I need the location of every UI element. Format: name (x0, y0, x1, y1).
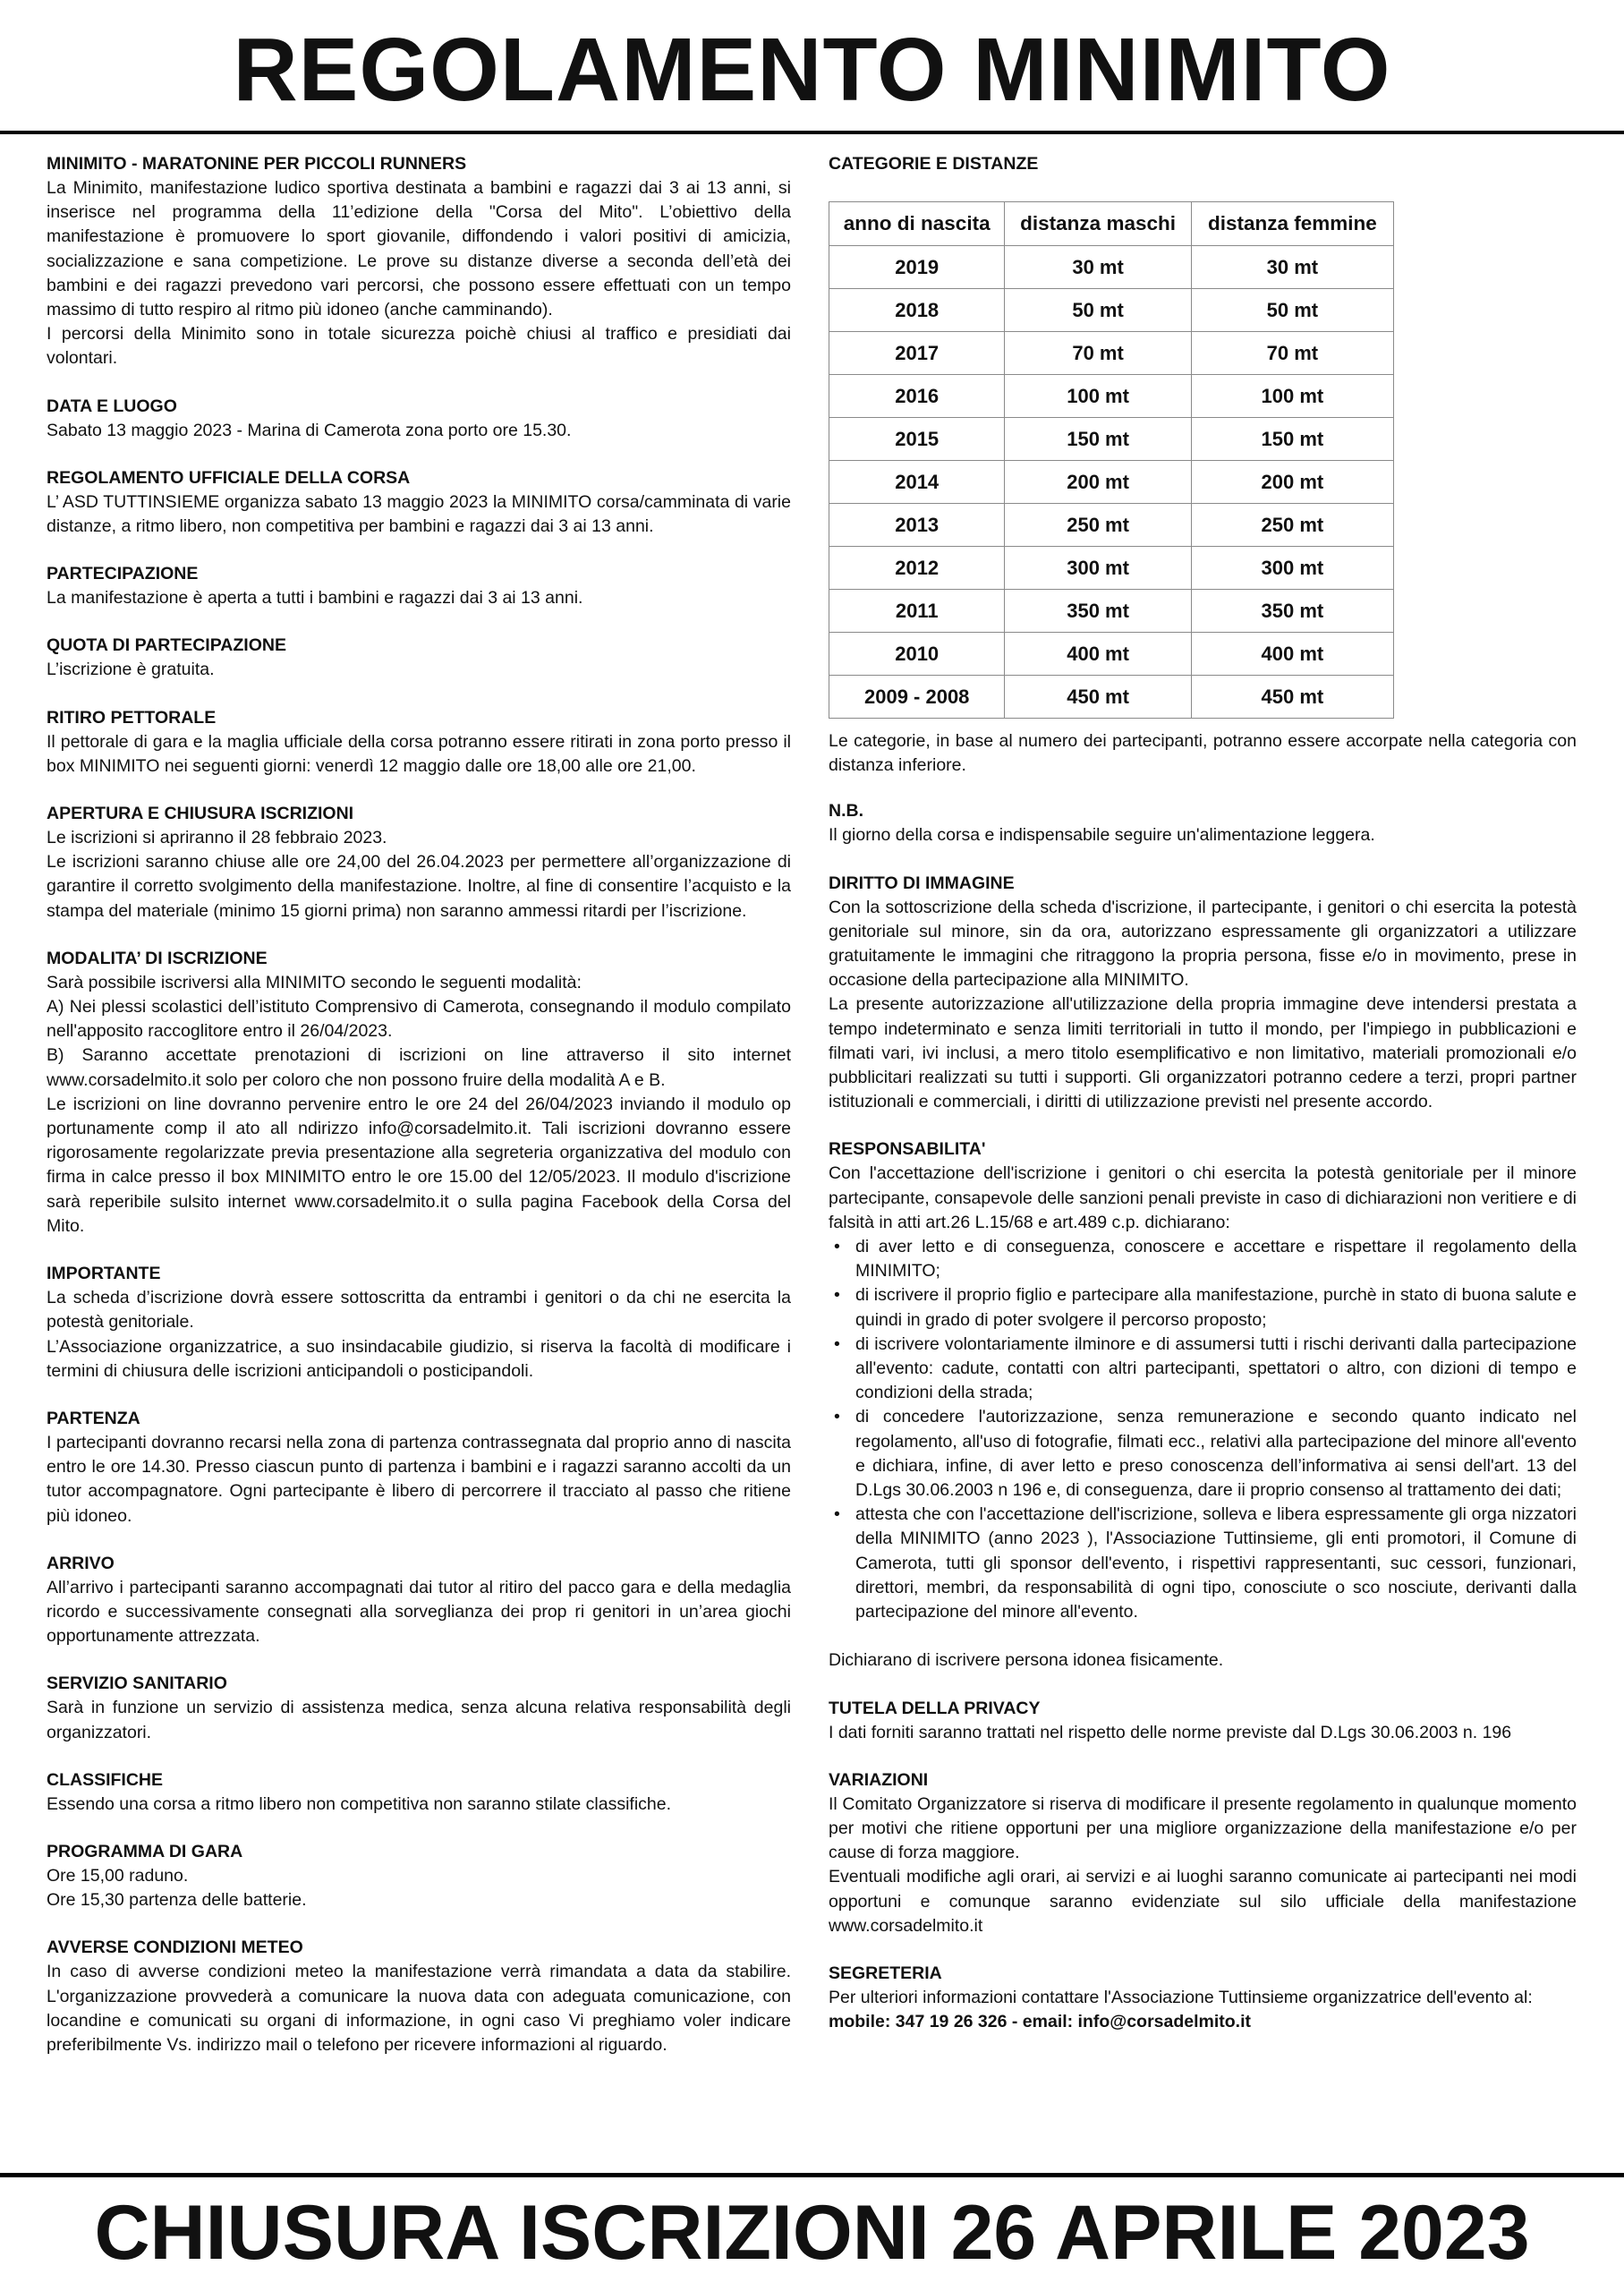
section-heading: QUOTA DI PARTECIPAZIONE (47, 635, 286, 656)
table-cell: 350 mt (1005, 590, 1191, 633)
section-left-6 (47, 802, 791, 924)
table-row (829, 418, 1394, 461)
table-row (829, 590, 1394, 633)
page-title: REGOLAMENTO MINIMITO (233, 20, 1391, 120)
section-paragraph: Dichiarano di iscrivere persona idonea fisicamente. (829, 1650, 1224, 1671)
table-cell: 2017 (829, 332, 1005, 375)
column-header: distanza maschi (1005, 202, 1191, 246)
section-heading: MODALITA’ DI ISCRIZIONE (47, 948, 268, 968)
section-paragraph: La scheda d’iscrizione dovrà essere sottoscritta da entrambi i genitori o da chi ne esercita la potestà genitoriale. (47, 1288, 791, 1333)
section-paragraph: Il giorno della corsa e indispensabile seguire un'alimentazione leggera. (829, 825, 1375, 846)
section-paragraph: Eventuali modifiche agli orari, ai servizi e ai luoghi saranno comunicate ai partecipanti nei modi opportuni e comunque saranno evidenziate sul silo ufficiale della manifestazione www.corsadelmito.it (829, 1867, 1577, 1936)
table-cell: 400 mt (1005, 633, 1191, 676)
table-cell: 450 mt (1005, 676, 1191, 719)
section-left-14 (47, 1936, 791, 2057)
table-row (829, 375, 1394, 418)
section-paragraph: La manifestazione è aperta a tutti i bambini e ragazzi dai 3 ai 13 anni. (47, 588, 583, 609)
section-right-1 (829, 872, 1577, 1115)
bullet-item: • di aver letto e di conseguenza, conoscere e accettare e rispettare il regolamento della MINIMITO; (855, 1235, 1577, 1283)
bullet-item: • attesta che con l'accettazione dell'iscrizione, solleva e libera espressamente gli orga nizzatori della MINIMITO (anno 2023 ), l'Associazione Tuttinsieme, gli enti promotori, il Comune di Camerota, tutti gli sponsor dell'evento, i rispettivi rappresentanti, suc cessori, funzionari, direttori, membri, da responsabilità di ogni tipo, conosciute o sco nosciute, derivanti dalla partecipazione del minore all'evento. (855, 1503, 1577, 1624)
section-paragraph: L’iscrizione è gratuita. (47, 660, 215, 680)
section-heading: APERTURA E CHIUSURA ISCRIZIONI (47, 804, 354, 824)
table-cell: 300 mt (1191, 547, 1393, 590)
section-paragraph: Con la sottoscrizione della scheda d'iscrizione, il partecipante, i genitori o chi esercita la potestà genitoriale sul minore, sin da ora, autorizzano espressamente gli organizzatori a utilizzare gratuitamente le immagini che ritraggono la propria persona, fisse e/o in movimento, prese in occasione della partecipazione alla MINIMITO. (829, 897, 1577, 991)
table-cell: 150 mt (1005, 418, 1191, 461)
bullet-list (829, 1235, 1577, 1624)
section-heading: SERVIZIO SANITARIO (47, 1674, 227, 1694)
section-paragraph: L’ ASD TUTTINSIEME organizza sabato 13 maggio 2023 la MINIMITO corsa/camminata di varie distanze, a ritmo libero, non competitiva per bambini e ragazzi dai 3 ai 13 anni. (47, 491, 791, 537)
section-paragraph: All’arrivo i partecipanti saranno accompagnati dai tutor al ritiro del pacco gara e della medaglia ricordo e successivamente consegnati alla sorveglianza dei prop ri genitori in un’area giochi opportunamente attrezzata. (47, 1577, 791, 1647)
section-paragraph: Essendo una corsa a ritmo libero non competitiva non saranno stilate classifiche. (47, 1793, 672, 1814)
table-row (829, 289, 1394, 332)
section-right-2 (829, 1137, 1577, 1673)
table-row (829, 633, 1394, 676)
section-paragraph: I partecipanti dovranno recarsi nella zona di partenza contrassegnata dal proprio anno di nascita entro le ore 14.30. Presso ciascun punto di partenza i bambini e i ragazzi saranno accolti da un tutor accompagnatore. Ogni partecipante è libero di percorrere il tracciato al passo che ritiene più idoneo. (47, 1432, 791, 1526)
table-row (829, 676, 1394, 719)
section-heading: SEGRETERIA (829, 1963, 942, 1983)
bullet-item: • di concedere l'autorizzazione, senza remunerazione e secondo quanto indicato nel regolamento, all'uso di fotografie, filmati ecc., relativi alla partecipazione del minore all'evento e dichiara, infine, di aver letto e preso conoscenza dell’informativa ai sensi dell'art. 13 del D.Lgs 30.06.2003 n 196 e, di conseguenza, dare ii proprio consenso al trattamento dei dati; (855, 1405, 1577, 1503)
table-cell: 30 mt (1191, 246, 1393, 289)
table-cell: 450 mt (1191, 676, 1393, 719)
section-heading: PARTECIPAZIONE (47, 564, 199, 584)
categories-note: Le categorie, in base al numero dei partecipanti, potranno essere accorpate nella categoria con distanza inferiore. (829, 731, 1577, 776)
table-cell: 100 mt (1191, 375, 1393, 418)
section-paragraph: L’Associazione organizzatrice, a suo insindacabile giudizio, si riserva la facoltà di modificare i termini di chiusura delle iscrizioni anticipandoli o posticipandoli. (47, 1336, 791, 1381)
table-cell: 200 mt (1191, 461, 1393, 504)
section-paragraph: Sabato 13 maggio 2023 - Marina di Camerota zona porto ore 15.30. (47, 420, 572, 440)
section-heading: TUTELA DELLA PRIVACY (829, 1698, 1041, 1718)
section-paragraph: In caso di avverse condizioni meteo la manifestazione verrà rimandata a data da stabilire. L'organizzazione provvederà a comunicare la nuova data con adeguata comunicazione, con locandine e comunicati su organi di informazione, in ogni caso Vi preghiamo voler indicare preferibilmente Vs. indirizzo mail o telefono per ricevere informazioni al riguardo. (47, 1962, 791, 2055)
table-cell: 100 mt (1005, 375, 1191, 418)
section-paragraph: Ore 15,30 partenza delle batterie. (47, 1890, 307, 1911)
table-cell: 2011 (829, 590, 1005, 633)
section-heading: MINIMITO - MARATONINE PER PICCOLI RUNNERS (47, 154, 467, 174)
column-header: anno di nascita (829, 202, 1005, 246)
section-paragraph: La presente autorizzazione all'utilizzazione della propria immagine deve intendersi prestata a tempo indeterminato e senza limiti territoriali in tutto il mondo, per l'impiego in pubblicazioni e filmati vari, ivi inclusi, a mero titolo esemplificativo e non limitativo, materiali promozionali e/o pubblicitari realizzati su tutti i supporti. Gli organizzatori potranno cedere a terzi, propri partner istituzionali e commerciali, i diritti di utilizzazione previsti nel presente accordo. (829, 994, 1577, 1112)
bullet-item: • di iscrivere volontariamente ilminore e di assumersi tutti i rischi derivanti dalla partecipazione all'evento: cadute, contatti con altri partecipanti, spettatori o altro, con dizioni di tempo e condizioni della strada; (855, 1333, 1577, 1406)
section-heading: REGOLAMENTO UFFICIALE DELLA CORSA (47, 467, 411, 488)
table-cell: 2010 (829, 633, 1005, 676)
section-right-0 (829, 799, 1577, 847)
section-heading: RESPONSABILITA' (829, 1139, 986, 1160)
table-cell: 2016 (829, 375, 1005, 418)
table-cell: 150 mt (1191, 418, 1393, 461)
section-left-0 (47, 152, 791, 371)
section-heading: CLASSIFICHE (47, 1769, 164, 1790)
section-paragraph: A) Nei plessi scolastici dell’istituto Comprensivo di Camerota, consegnando il modulo compilato nell'apposito raccoglitore entro il 26/04/2023. (47, 997, 791, 1042)
top-divider (0, 131, 1624, 134)
table-row (829, 246, 1394, 289)
table-cell: 50 mt (1191, 289, 1393, 332)
section-left-1 (47, 395, 791, 443)
section-left-5 (47, 706, 791, 779)
section-heading: PARTENZA (47, 1408, 140, 1428)
section-heading: PROGRAMMA DI GARA (47, 1841, 243, 1861)
table-cell: 50 mt (1005, 289, 1191, 332)
categories-table (829, 201, 1394, 719)
section-paragraph: I percorsi della Minimito sono in totale sicurezza poichè chiusi al traffico e presidiati dai volontari. (47, 324, 791, 369)
section-paragraph: Le iscrizioni saranno chiuse alle ore 24,00 del 26.04.2023 per permettere all’organizzazione di garantire il corretto svolgimento della manifestazione. Inoltre, al fine di consentire l’acquisto e la stampa del materiale (minimo 15 giorni prima) non saranno ammessi ritardi per l’iscrizione. (47, 852, 791, 921)
table-cell: 400 mt (1191, 633, 1393, 676)
section-left-3 (47, 562, 791, 610)
section-paragraph: La Minimito, manifestazione ludico sportiva destinata a bambini e ragazzi dai 3 ai 13 anni, si inserisce nel programma della 11’edizione della "Corsa del Mito". L’obiettivo della manifestazione è promuovere lo sport giovanile, diffondendo i valori positivi di amicizia, socializzazione e sana competizione. Le prove su distanze diverse a seconda dell’età dei bambini e dei ragazzi prevedono vari percorsi, che possono essere effettuati con un tempo massimo di tutto respiro al ritmo più idoneo (anche camminando). (47, 178, 791, 320)
section-right-5 (829, 1962, 1577, 2034)
section-paragraph: Con l'accettazione dell'iscrizione i genitori o chi esercita la potestà genitoriale per il minore partecipante, consapevole delle sanzioni penali previste in caso di dichiarazioni non veritiere e di falsità in atti art.26 L.15/68 e art.489 c.p. dichiarano: (829, 1163, 1577, 1232)
section-left-12 (47, 1768, 791, 1817)
section-left-2 (47, 466, 791, 539)
table-cell: 2012 (829, 547, 1005, 590)
table-cell: 200 mt (1005, 461, 1191, 504)
section-left-9 (47, 1407, 791, 1529)
table-cell: 2009 - 2008 (829, 676, 1005, 719)
table-row (829, 547, 1394, 590)
section-heading: DATA E LUOGO (47, 396, 177, 416)
table-header-row (829, 202, 1394, 246)
section-paragraph: Ore 15,00 raduno. (47, 1865, 189, 1886)
section-right-3 (829, 1697, 1577, 1745)
section-heading: RITIRO PETTORALE (47, 707, 217, 728)
section-heading: VARIAZIONI (829, 1769, 929, 1790)
section-paragraph: Per ulteriori informazioni contattare l'Associazione Tuttinsieme organizzatrice dell'evento al: (829, 1987, 1533, 2007)
section-paragraph: Sarà in funzione un servizio di assistenza medica, senza alcuna relativa responsabilità degli organizzatori. (47, 1698, 791, 1742)
section-left-8 (47, 1262, 791, 1384)
table-cell: 2014 (829, 461, 1005, 504)
closing-banner: CHIUSURA ISCRIZIONI 26 APRILE 2023 (94, 2190, 1530, 2276)
table-cell: 30 mt (1005, 246, 1191, 289)
table-cell: 70 mt (1005, 332, 1191, 375)
section-left-7 (47, 947, 791, 1239)
left-column (47, 152, 791, 2081)
section-heading: CATEGORIE E DISTANZE (829, 154, 1039, 174)
section-right-4 (829, 1768, 1577, 1938)
section-left-10 (47, 1552, 791, 1649)
section-paragraph: B) Saranno accettate prenotazioni di iscrizioni on line attraverso il sito internet www.corsadelmito.it solo per coloro che non possono fruire della modalità A e B. (47, 1045, 791, 1090)
table-cell: 2018 (829, 289, 1005, 332)
section-left-13 (47, 1840, 791, 1912)
table-cell: 2013 (829, 504, 1005, 547)
column-header: distanza femmine (1191, 202, 1393, 246)
section-heading: AVVERSE CONDIZIONI METEO (47, 1938, 303, 1958)
section-paragraph: Sarà possibile iscriversi alla MINIMITO secondo le seguenti modalità: (47, 972, 582, 992)
bullet-item: • di iscrivere il proprio figlio e partecipare alla manifestazione, purchè in stato di buona salute e quindi in grado di poter svolgere il percorso proposto; (855, 1283, 1577, 1332)
section-paragraph: Le iscrizioni si apriranno il 28 febbraio 2023. (47, 828, 387, 848)
section-heading: ARRIVO (47, 1553, 115, 1573)
table-cell: 350 mt (1191, 590, 1393, 633)
section-heading: IMPORTANTE (47, 1264, 161, 1284)
section-paragraph: Il pettorale di gara e la maglia ufficiale della corsa potranno essere ritirati in zona porto presso il box MINIMITO nei seguenti giorni: venerdì 12 maggio dalle ore 18,00 alle ore 21,00. (47, 731, 791, 776)
table-cell: 250 mt (1005, 504, 1191, 547)
table-row (829, 461, 1394, 504)
section-paragraph: Le iscrizioni on line dovranno pervenire entro le ore 24 del 26/04/2023 inviando il modulo op portunamente comp il ato all ndirizzo info@corsadelmito.it. Tali iscrizioni dovranno essere rigorosamente regolarizzate previa presentazione alla segreteria organizzativa del modulo con firma in calce presso il box MINIMITO entro le ore 15.00 del 12/05/2023. Il modulo d'iscrizione sarà reperibile sulsito internet www.corsadelmito.it o sulla pagina Facebook della Corsa del Mito. (47, 1094, 791, 1236)
section-heading: DIRITTO DI IMMAGINE (829, 873, 1015, 893)
section-left-11 (47, 1672, 791, 1744)
section-left-4 (47, 634, 791, 682)
table-row (829, 332, 1394, 375)
section-heading: N.B. (829, 801, 863, 822)
section-paragraph: I dati forniti saranno trattati nel rispetto delle norme previste dal D.Lgs 30.06.2003 n. 196 (829, 1722, 1512, 1742)
contact-line: mobile: 347 19 26 326 - email: info@corsadelmito.it (829, 2012, 1252, 2032)
table-cell: 250 mt (1191, 504, 1393, 547)
section-paragraph: Il Comitato Organizzatore si riserva di modificare il presente regolamento in qualunque momento per motivi che ritiene opportuni per una migliore organizzazione della manifestazione e/o per cause di forza maggiore. (829, 1793, 1577, 1863)
categories-section (829, 152, 1577, 778)
bottom-divider (0, 2173, 1624, 2177)
table-cell: 300 mt (1005, 547, 1191, 590)
table-cell: 2019 (829, 246, 1005, 289)
right-column (829, 152, 1577, 2057)
table-cell: 70 mt (1191, 332, 1393, 375)
table-row (829, 504, 1394, 547)
table-cell: 2015 (829, 418, 1005, 461)
